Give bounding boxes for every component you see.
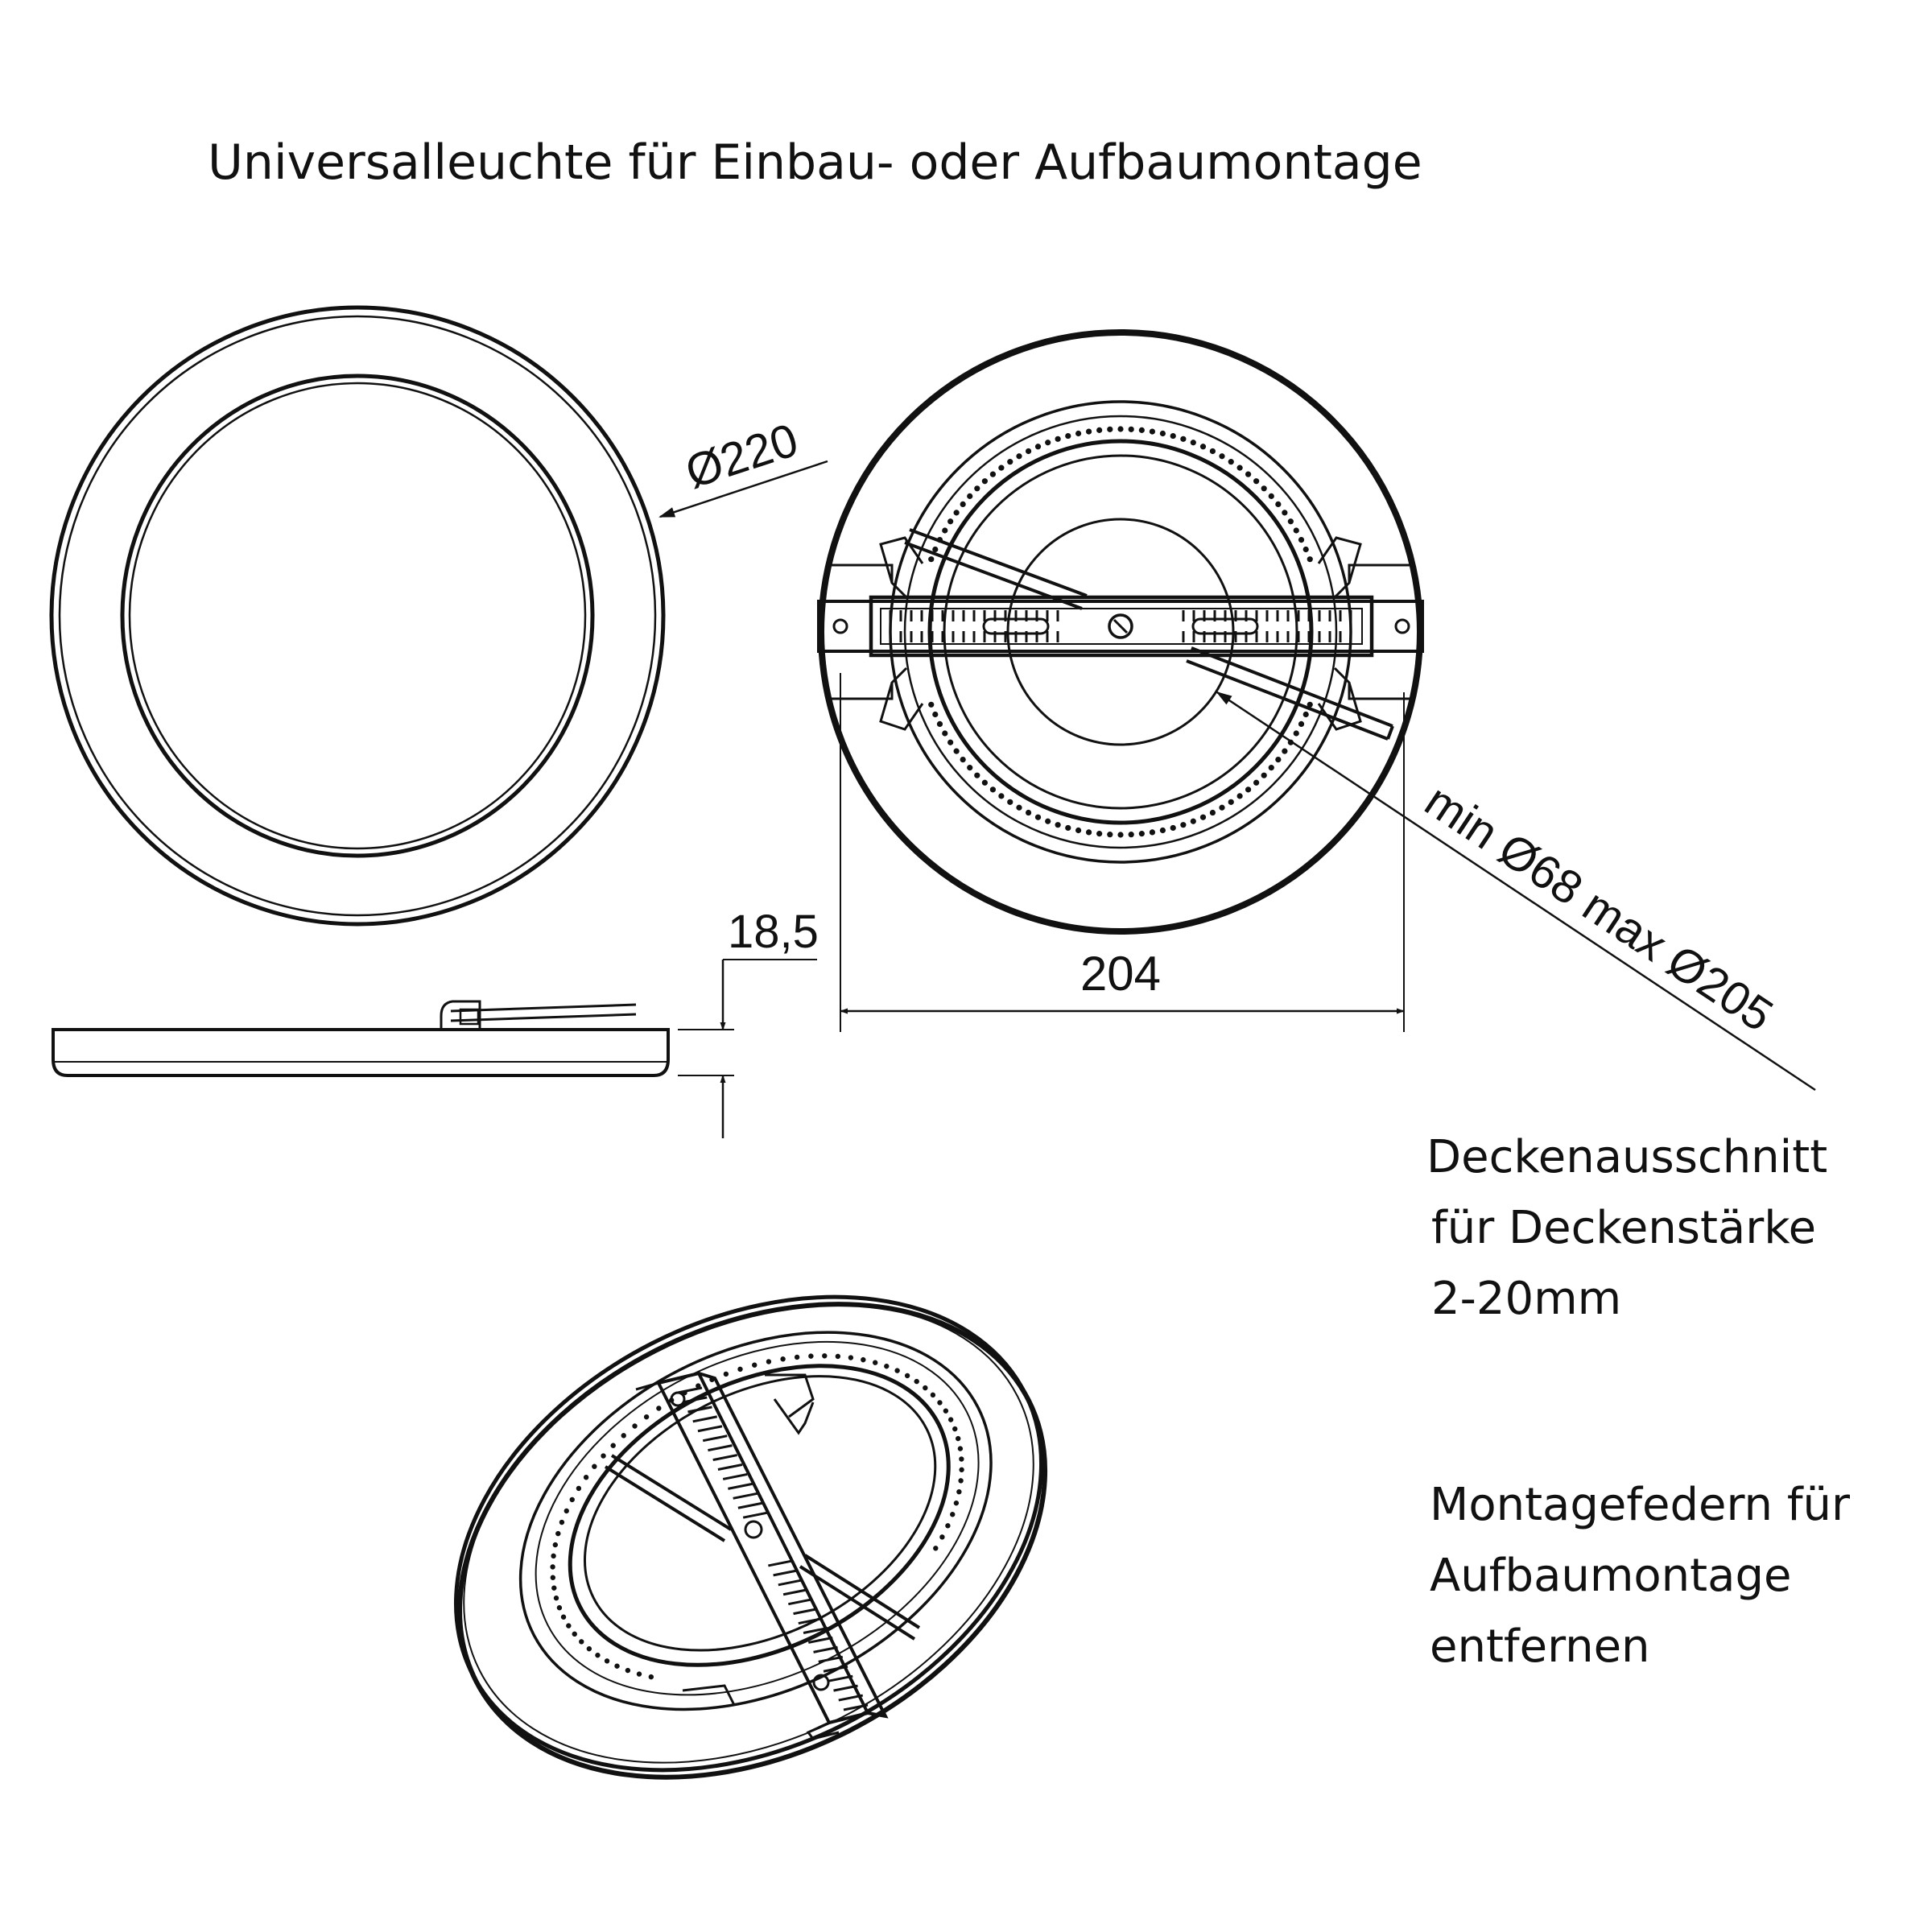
spring-span-label: 204 <box>1080 947 1162 1001</box>
cutout-note <box>1426 1131 1827 1325</box>
cutout-label: min Ø68 max Ø205 <box>1415 774 1782 1042</box>
springs-note <box>1430 1479 1851 1673</box>
front-view <box>52 308 663 924</box>
svg-text:2-20mm: 2-20mm <box>1431 1273 1622 1325</box>
iso-mounting-bracket <box>636 1373 886 1739</box>
svg-text:Aufbaumontage: Aufbaumontage <box>1430 1550 1792 1602</box>
outer-diameter-dimension <box>660 414 828 517</box>
height-dimension <box>678 906 819 1138</box>
isometric-view <box>376 1203 1125 1872</box>
svg-text:für Deckenstärke: für Deckenstärke <box>1431 1202 1817 1254</box>
rear-view <box>819 332 1422 931</box>
cutout-dimension <box>1217 692 1815 1090</box>
side-view <box>53 1001 668 1075</box>
outer-diameter-label: Ø220 <box>679 413 804 499</box>
svg-text:entfernen: entfernen <box>1430 1620 1650 1673</box>
svg-text:Deckenausschnitt: Deckenausschnitt <box>1426 1131 1828 1183</box>
drawing-title: Universalleuchte für Einbau- oder Aufbaumontage <box>208 134 1422 191</box>
svg-text:Montagefedern für: Montagefedern für <box>1430 1479 1851 1531</box>
mounting-bracket <box>819 597 1422 655</box>
height-label: 18,5 <box>728 906 819 958</box>
